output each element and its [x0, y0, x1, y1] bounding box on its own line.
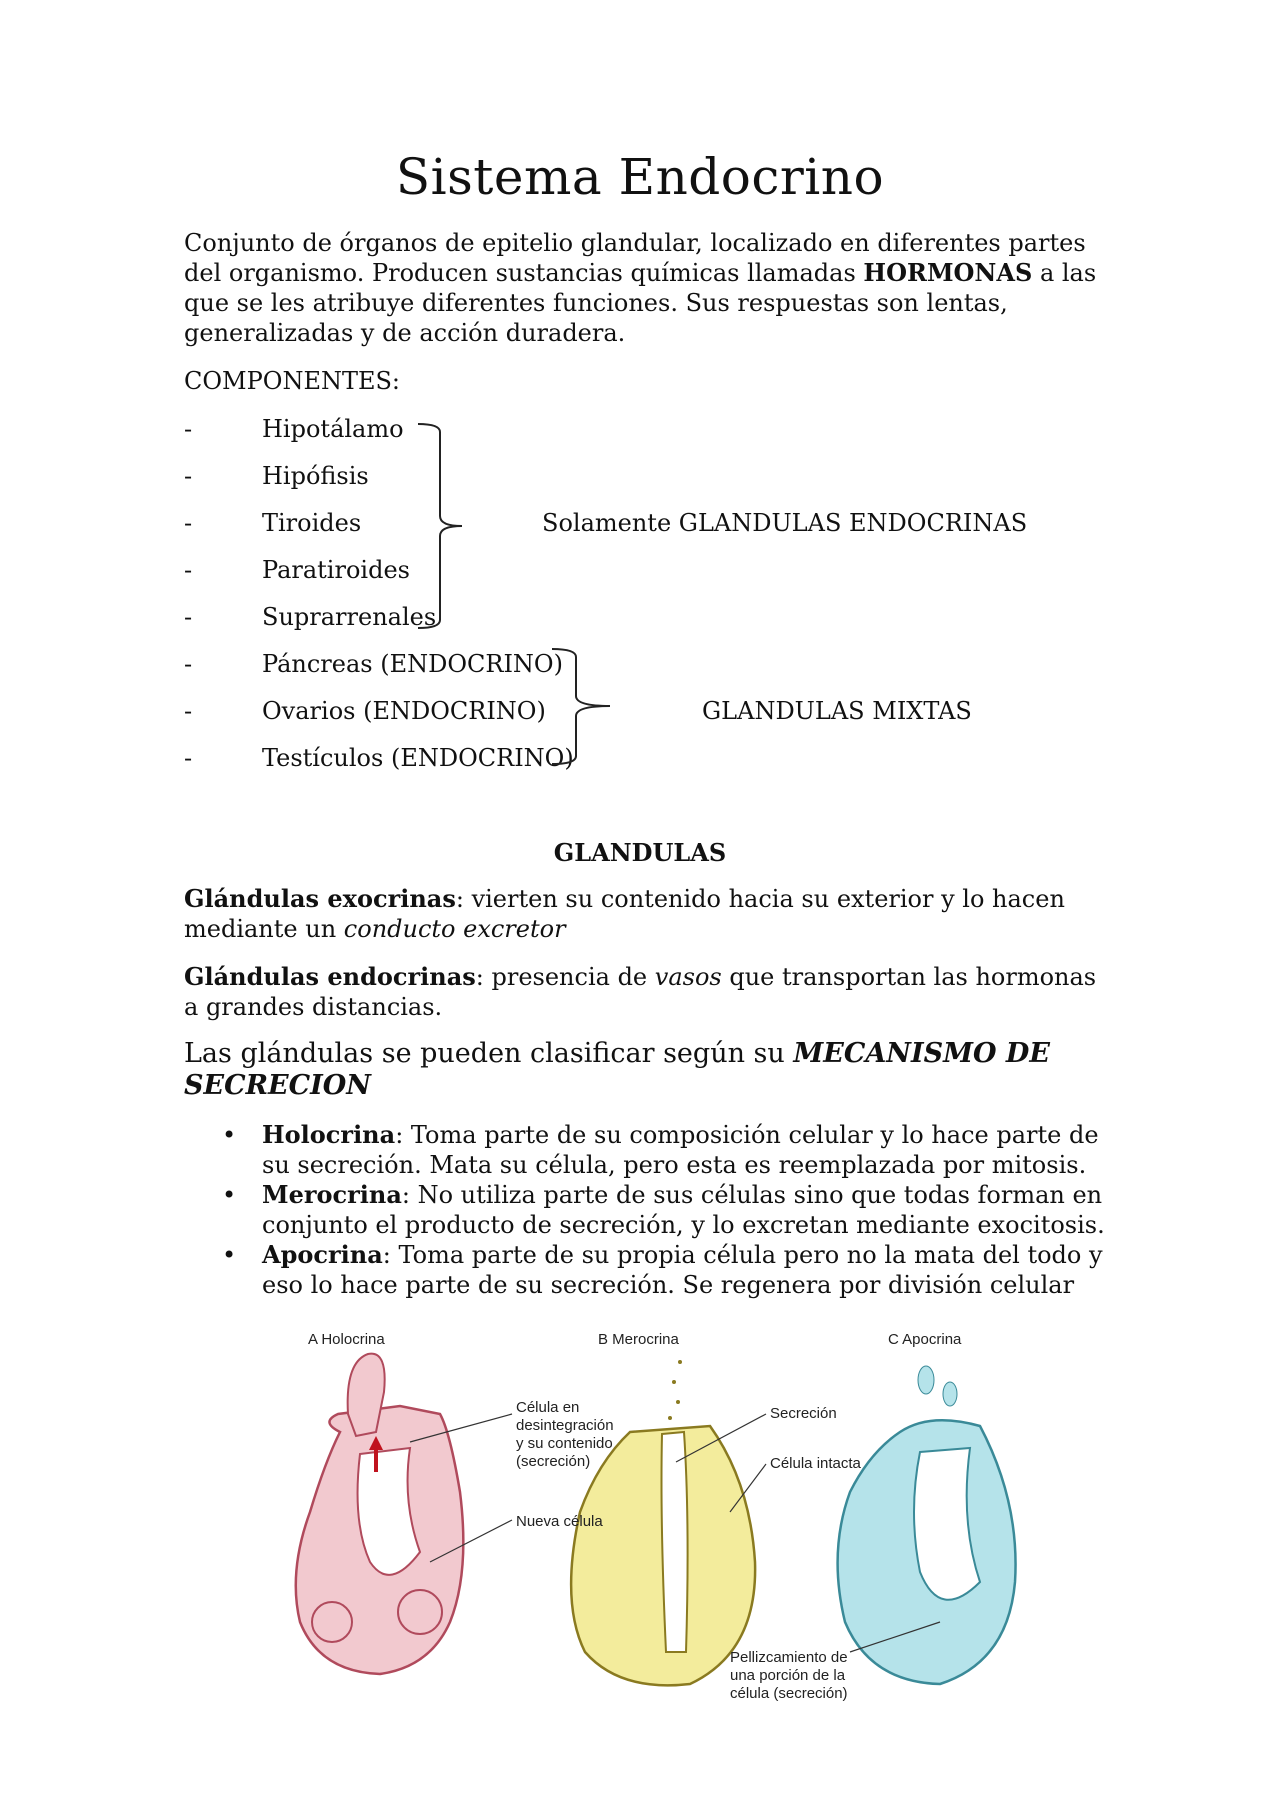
list-item-label: Paratiroides — [262, 556, 410, 584]
apocrina-gland — [838, 1366, 1016, 1684]
bullet-text: : Toma parte de su composición celular y lo hace parte de su secreción. Mata su célula, pero esta es reemplazada por mitosis. — [262, 1121, 1099, 1179]
secretion-bullet-list — [184, 1120, 1114, 1300]
label-desintegracion-4: (secreción) — [516, 1453, 591, 1470]
bullet-term: Merocrina — [262, 1180, 402, 1209]
intro-text-2: a las que se les atribuye diferentes funciones. Sus respuestas son lentas, generalizadas y de acción duradera. — [184, 259, 1097, 347]
exocrine-italic: conducto excretor — [343, 915, 566, 943]
endocrine-term: Glándulas endocrinas — [184, 962, 476, 991]
list-dash: - — [184, 556, 193, 584]
group-note-mixed: GLANDULAS MIXTAS — [702, 697, 972, 725]
bullet-item — [184, 1180, 1114, 1240]
list-dash: - — [184, 462, 193, 490]
label-celula-intacta: Célula intacta — [770, 1455, 861, 1472]
list-dash: - — [184, 744, 193, 772]
bullet-term: Holocrina — [262, 1120, 396, 1149]
label-pellizcamiento-1: Pellizcamiento de — [730, 1649, 848, 1666]
intro-bold-term: HORMONAS — [863, 258, 1033, 287]
brace-mixed — [552, 649, 610, 764]
list-item-label: Páncreas (ENDOCRINO) — [262, 650, 563, 678]
classification-text: Las glándulas se pueden clasificar según su — [184, 1038, 794, 1069]
exocrine-paragraph — [184, 884, 1104, 944]
bullet-dot: • — [222, 1241, 237, 1269]
endocrine-text-1: : presencia de — [475, 963, 655, 991]
list-dash: - — [184, 603, 193, 631]
brace-endocrine — [418, 424, 462, 628]
label-pellizcamiento-2: una porción de la — [730, 1667, 846, 1684]
page-title: Sistema Endocrino — [395, 148, 885, 206]
list-dash: - — [184, 415, 193, 443]
bullet-text: : No utiliza parte de sus células sino que todas forman en conjunto el producto de secreción, y lo excretan mediante exocitosis. — [262, 1181, 1105, 1239]
bullet-item — [184, 1240, 1114, 1300]
list-dash: - — [184, 697, 193, 725]
bullet-item — [184, 1120, 1114, 1180]
list-item-label: Tiroides — [262, 509, 362, 537]
list-item-label: Testículos (ENDOCRINO) — [262, 744, 574, 772]
list-item-label: Suprarrenales — [262, 603, 437, 631]
group-note-endocrine: Solamente GLANDULAS ENDOCRINAS — [542, 509, 1028, 537]
list-dash: - — [184, 509, 193, 537]
label-desintegracion-1: Célula en — [516, 1399, 580, 1416]
list-item-label: Hipotálamo — [262, 415, 404, 443]
panel-title-apocrina: C Apocrina — [888, 1331, 962, 1348]
endocrine-text-2: que transportan las hormonas a grandes distancias. — [184, 963, 1097, 1021]
label-secrecion: Secreción — [770, 1405, 837, 1422]
panel-title-holocrina: A Holocrina — [308, 1331, 385, 1348]
bullet-dot: • — [222, 1121, 237, 1149]
list-dash: - — [184, 650, 193, 678]
list-item-label: Hipófisis — [262, 462, 369, 490]
label-desintegracion-3: y su contenido — [516, 1435, 613, 1452]
section-heading: GLANDULAS — [553, 838, 727, 867]
braces — [0, 0, 1280, 800]
bullet-dot: • — [222, 1181, 237, 1209]
exocrine-term: Glándulas exocrinas — [184, 884, 456, 913]
exocrine-text: : vierten su contenido hacia su exterior y lo hacen mediante un — [184, 885, 1065, 943]
endocrine-italic: vasos — [654, 963, 722, 991]
label-desintegracion-2: desintegración — [516, 1417, 614, 1434]
intro-text-1: Conjunto de órganos de epitelio glandular, localizado en diferentes partes del organismo. Producen sustancias químicas llamadas — [184, 229, 1086, 287]
bullet-text: : Toma parte de su propia célula pero no la mata del todo y eso lo hace parte de su secreción. Se regenera por división celular — [262, 1241, 1103, 1299]
secretion-mechanism-figure — [280, 1322, 1020, 1722]
label-nueva-celula: Nueva célula — [516, 1513, 603, 1530]
classification-paragraph — [184, 1038, 1104, 1102]
label-pellizcamiento-3: célula (secreción) — [730, 1685, 848, 1702]
list-item-label: Ovarios (ENDOCRINO) — [262, 697, 546, 725]
classification-bold-italic: MECANISMO DE SECRECION — [184, 1038, 1050, 1101]
panel-title-merocrina: B Merocrina — [598, 1331, 679, 1348]
bullet-term: Apocrina — [262, 1240, 383, 1269]
components-label: COMPONENTES: — [184, 367, 401, 395]
holocrina-gland — [296, 1354, 464, 1674]
endocrine-paragraph — [184, 962, 1104, 1022]
